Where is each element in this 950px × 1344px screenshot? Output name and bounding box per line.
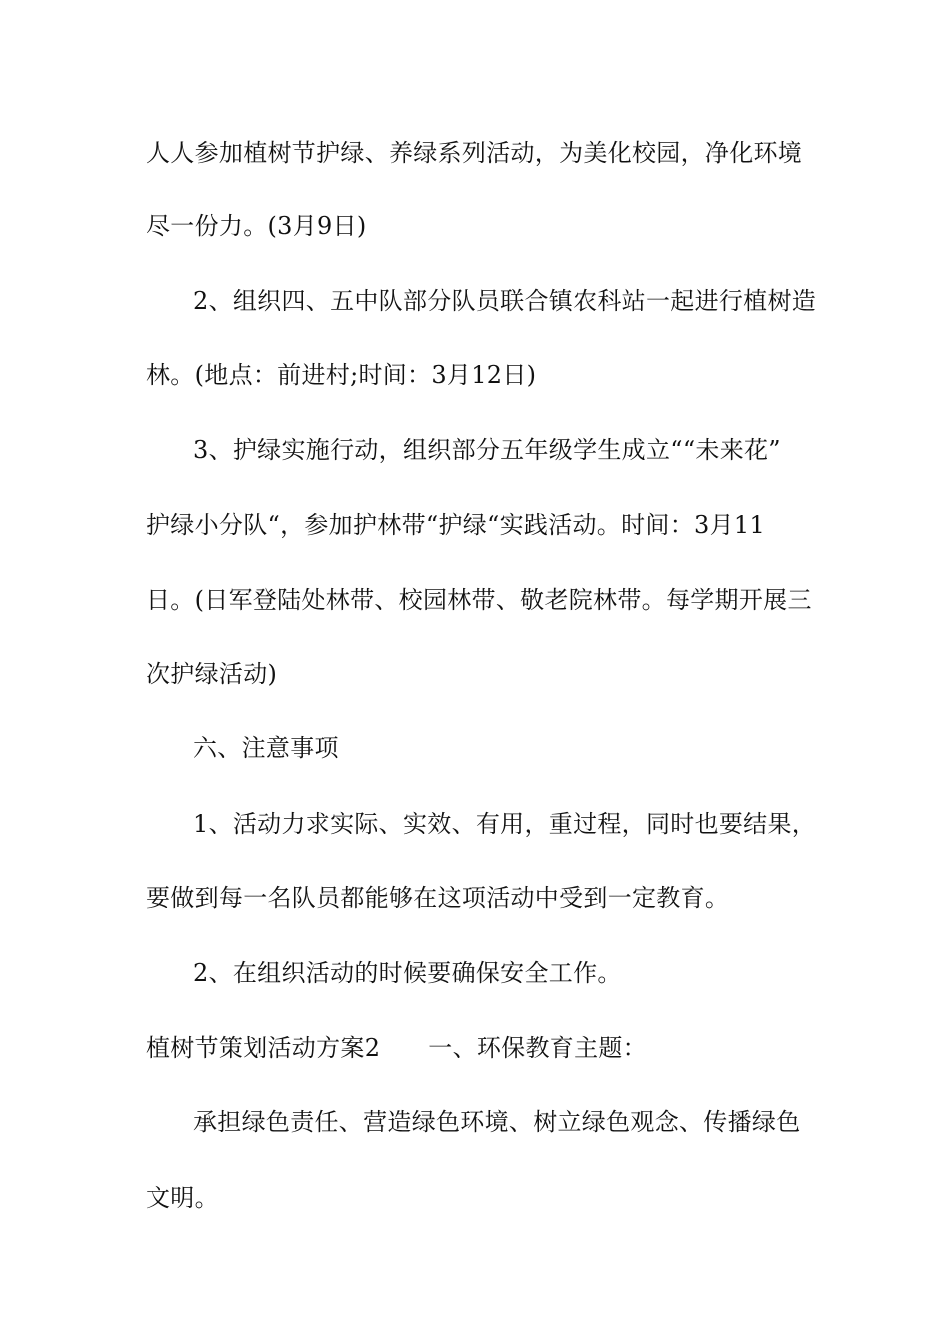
theme-line-1: 承担绿色责任、营造绿色环境、树立绿色观念、传播绿色 xyxy=(193,1108,801,1136)
paragraph-line-2: 尽一份力。(3月9日) xyxy=(146,212,367,240)
paragraph-line-11: 要做到每一名队员都能够在这项活动中受到一定教育。 xyxy=(146,884,730,912)
paragraph-line-8: 次护绿活动) xyxy=(146,660,278,688)
paragraph-line-10: 1、活动力求实际、实效、有用，重过程，同时也要结果， xyxy=(193,810,817,838)
paragraph-line-4: 林。(地点：前进村;时间：3月12日) xyxy=(146,361,537,389)
paragraph-line-12: 2、在组织活动的时候要确保安全工作。 xyxy=(193,959,622,987)
theme-line-2: 文明。 xyxy=(146,1184,219,1212)
section-heading: 一、环保教育主题： xyxy=(428,1034,647,1062)
paragraph-line-1: 人人参加植树节护绿、养绿系列活动，为美化校园，净化环境 xyxy=(146,139,803,167)
plan-heading-row xyxy=(146,1033,816,1063)
paragraph-line-6: 护绿小分队“，参加护林带“护绿“实践活动。时间：3月11 xyxy=(146,511,766,539)
paragraph-line-3: 2、组织四、五中队部分队员联合镇农科站一起进行植树造 xyxy=(193,287,817,315)
paragraph-line-5: 3、护绿实施行动，组织部分五年级学生成立““未来花” xyxy=(193,436,781,464)
paragraph-line-7: 日。(日军登陆处林带、校园林带、敬老院林带。每学期开展三 xyxy=(146,586,812,614)
section-title-notes: 六、注意事项 xyxy=(193,734,339,762)
plan-title: 植树节策划活动方案2 xyxy=(146,1034,381,1062)
